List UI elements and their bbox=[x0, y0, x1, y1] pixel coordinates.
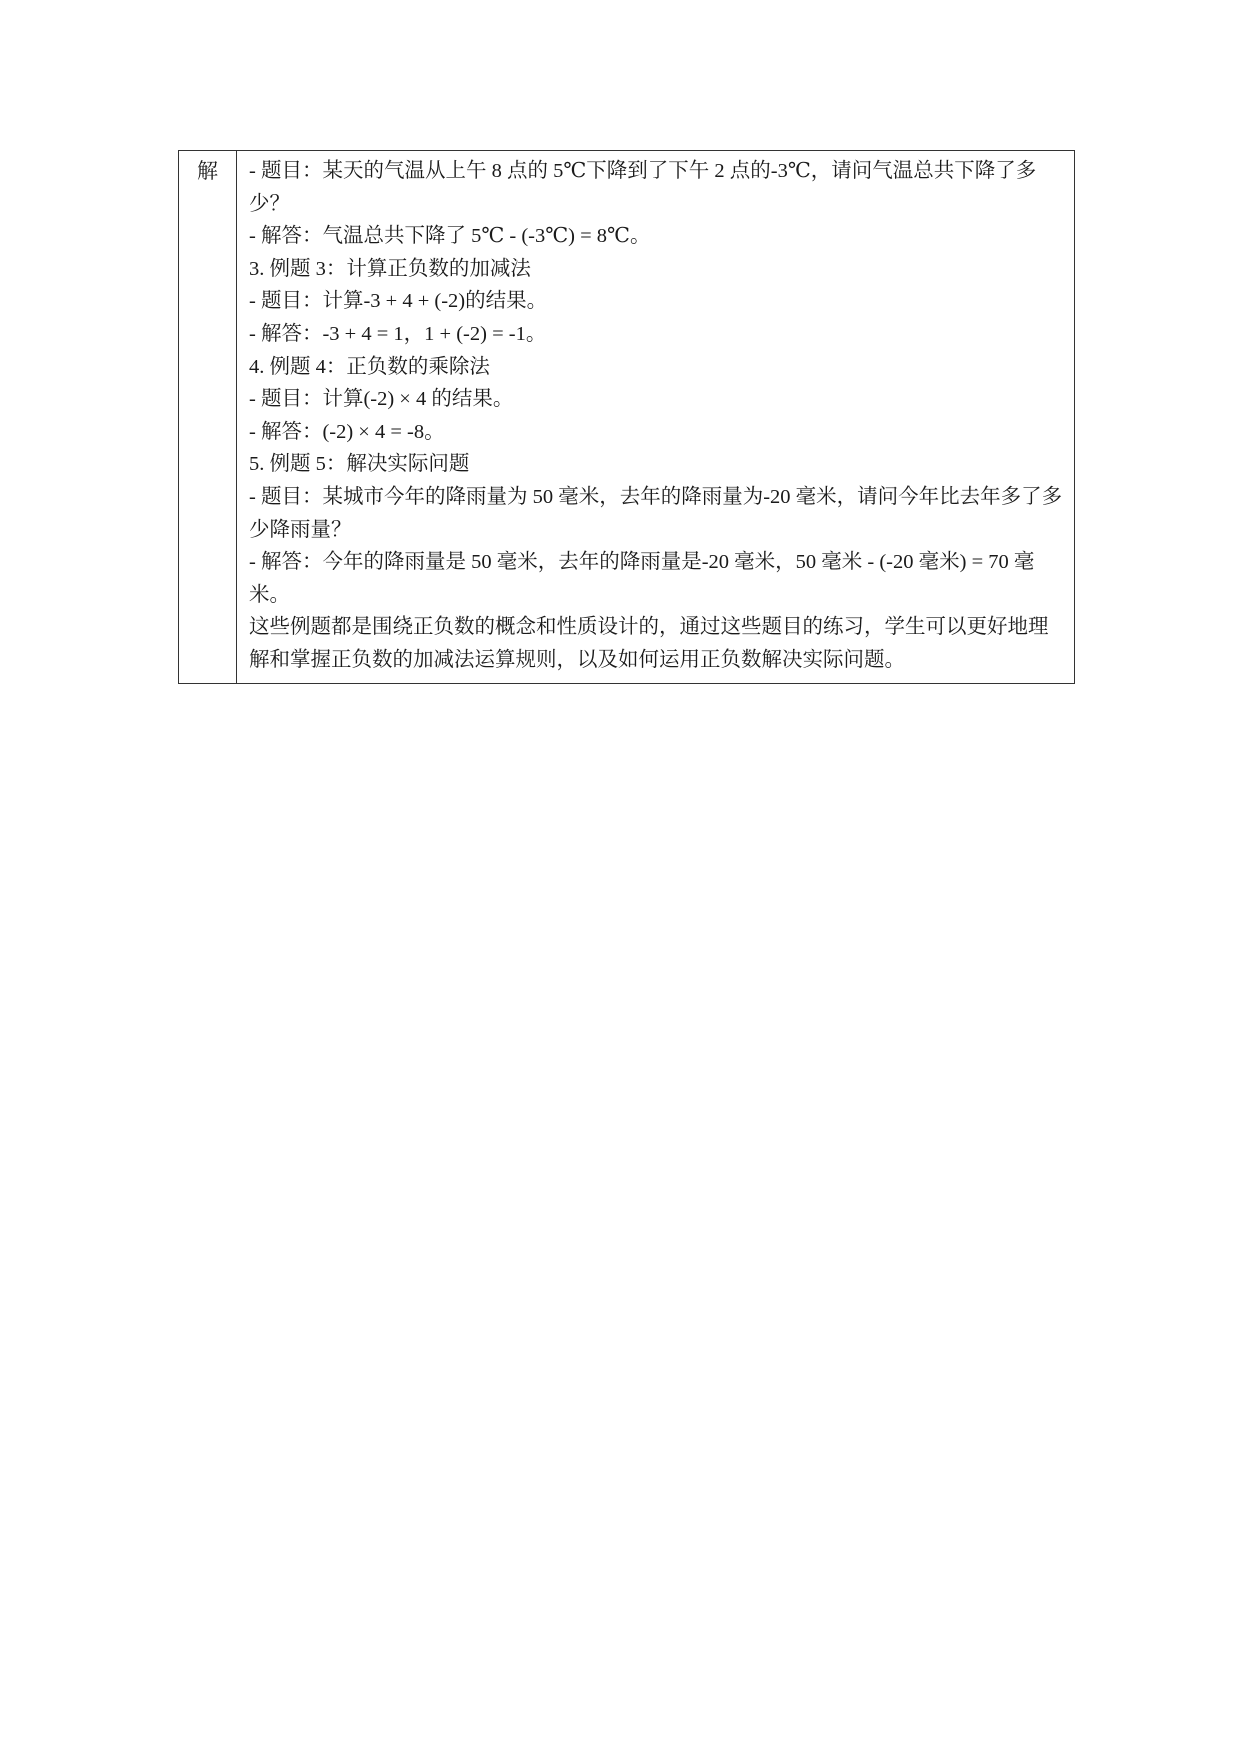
table-row bbox=[179, 151, 1075, 684]
row-label: 解 bbox=[179, 151, 237, 684]
content-line: - 解答：(-2) × 4 = -8。 bbox=[249, 420, 445, 443]
content-line: - 解答：今年的降雨量是 50 毫米，去年的降雨量是-20 毫米，50 毫米 - (-20 毫米) = 70 毫米。 bbox=[249, 551, 1035, 606]
content-line: - 题目：计算(-2) × 4 的结果。 bbox=[249, 388, 514, 411]
content-line: 这些例题都是围绕正负数的概念和性质设计的，通过这些题目的练习，学生可以更好地理解和掌握正负数的加减法运算规则，以及如何运用正负数解决实际问题。 bbox=[249, 616, 1049, 671]
content-line: 4. 例题 4：正负数的乘除法 bbox=[249, 355, 490, 378]
content-line: 3. 例题 3：计算正负数的加减法 bbox=[249, 257, 531, 280]
content-line: - 解答：-3 + 4 = 1，1 + (-2) = -1。 bbox=[249, 322, 547, 345]
content-line: 5. 例题 5：解决实际问题 bbox=[249, 453, 470, 476]
content-table bbox=[178, 150, 1075, 684]
row-content bbox=[237, 151, 1075, 684]
content-line: - 题目：某天的气温从上午 8 点的 5℃下降到了下午 2 点的-3℃，请问气温总共下降了多少？ bbox=[249, 160, 1037, 215]
content-line: - 解答：气温总共下降了 5℃ - (-3℃) = 8℃。 bbox=[249, 225, 651, 248]
content-line: - 题目：某城市今年的降雨量为 50 毫米，去年的降雨量为-20 毫米，请问今年比去年多了多少降雨量？ bbox=[249, 485, 1063, 541]
content-line: - 题目：计算-3 + 4 + (-2)的结果。 bbox=[249, 290, 548, 313]
